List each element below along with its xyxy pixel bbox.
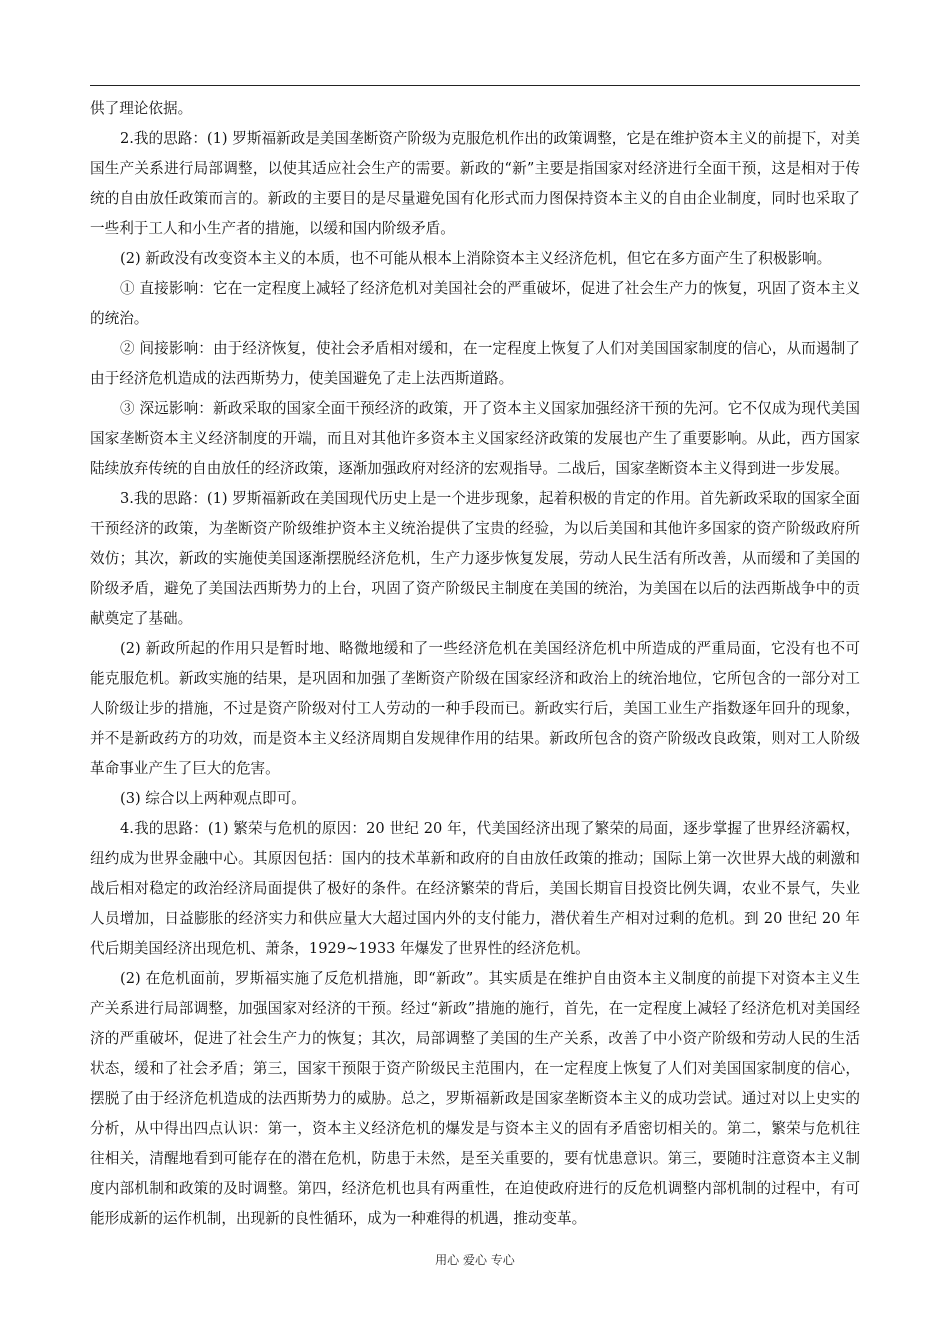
paragraph: (3) 综合以上两种观点即可。 [120, 790, 306, 807]
paragraph: 供了理论依据。 [90, 100, 193, 117]
header-rule [90, 85, 860, 86]
paragraph: (2) 新政没有改变资本主义的本质，也不可能从根本上消除资本主义经济危机，但它在多方面产生了积极影响。 [120, 250, 832, 267]
document-body [90, 94, 860, 1234]
page-footer: 用心 爱心 专心 [435, 1253, 515, 1267]
paragraph: ② 间接影响：由于经济恢复，使社会矛盾相对缓和，在一定程度上恢复了人们对美国国家制度的信心，从而遏制了由于经济危机造成的法西斯势力，使美国避免了走上法西斯道路。 [90, 340, 860, 387]
paragraph: 2.我的思路：(1) 罗斯福新政是美国垄断资产阶级为克服危机作出的政策调整，它是在维护资本主义的前提下，对美国生产关系进行局部调整，以使其适应社会生产的需要。新政的“新”主要是指国家对经济进行全面干预，这是相对于传统的自由放任政策而言的。新政的主要目的是尽量避免国有化形式而力图保持资本主义的自由企业制度，同时也采取了一些利于工人和小生产者的措施，以缓和国内阶级矛盾。 [90, 130, 860, 237]
paragraph: (2) 在危机面前，罗斯福实施了反危机措施，即“新政”。其实质是在维护自由资本主义制度的前提下对资本主义生产关系进行局部调整，加强国家对经济的干预。经过“新政”措施的施行，首先，在一定程度上减轻了经济危机对美国经济的严重破坏，促进了社会生产力的恢复；其次，局部调整了美国的生产关系，改善了中小资产阶级和劳动人民的生活状态，缓和了社会矛盾；第三，国家干预限于资产阶级民主范围内，在一定程度上恢复了人们对美国国家制度的信心，摆脱了由于经济危机造成的法西斯势力的威胁。总之，罗斯福新政是国家垄断资本主义的成功尝试。通过对以上史实的分析，从中得出四点认识：第一，资本主义经济危机的爆发是与资本主义的固有矛盾密切相关的。第二，繁荣与危机往往相关，清醒地看到可能存在的潜在危机，防患于未然，是至关重要的，要有忧患意识。第三，要随时注意资本主义制度内部机制和政策的及时调整。第四，经济危机也具有两重性，在迫使政府进行的反危机调整内部机制的过程中，有可能形成新的运作机制，出现新的良性循环，成为一种难得的机遇，推动变革。 [90, 970, 860, 1227]
paragraph: 4.我的思路：(1) 繁荣与危机的原因：20 世纪 20 年，代美国经济出现了繁荣的局面，逐步掌握了世界经济霸权，纽约成为世界金融中心。其原因包括：国内的技术革新和政府的自由放任政策的推动；国际上第一次世界大战的刺激和战后相对稳定的政治经济局面提供了极好的条件。在经济繁荣的背后，美国长期盲目投资比例失调，农业不景气，失业人员增加，日益膨胀的经济实力和供应量大大超过国内外的支付能力，潜伏着生产相对过剩的危机。到 20 世纪 20 年代后期美国经济出现危机、萧条，1929~1933 年爆发了世界性的经济危机。 [90, 820, 860, 957]
paragraph: (2) 新政所起的作用只是暂时地、略微地缓和了一些经济危机在美国经济危机中所造成的严重局面，它没有也不可能克服危机。新政实施的结果，是巩固和加强了垄断资产阶级在国家经济和政治上的统治地位，它所包含的一部分对工人阶级让步的措施，不过是资产阶级对付工人劳动的一种手段而已。新政实行后，美国工业生产指数逐年回升的现象，并不是新政药方的功效，而是资本主义经济周期自发规律作用的结果。新政所包含的资产阶级改良政策，则对工人阶级革命事业产生了巨大的危害。 [90, 640, 860, 777]
paragraph: ③ 深远影响：新政采取的国家全面干预经济的政策，开了资本主义国家加强经济干预的先河。它不仅成为现代美国国家垄断资本主义经济制度的开端，而且对其他许多资本主义国家经济政策的发展也产生了重要影响。从此，西方国家陆续放弃传统的自由放任的经济政策，逐渐加强政府对经济的宏观指导。二战后，国家垄断资本主义得到进一步发展。 [90, 400, 860, 477]
paragraph: 3.我的思路：(1) 罗斯福新政在美国现代历史上是一个进步现象，起着积极的肯定的作用。首先新政采取的国家全面干预经济的政策，为垄断资产阶级维护资本主义统治提供了宝贵的经验，为以后美国和其他许多国家的资产阶级政府所效仿；其次，新政的实施使美国逐渐摆脱经济危机，生产力逐步恢复发展，劳动人民生活有所改善，从而缓和了美国的阶级矛盾，避免了美国法西斯势力的上台，巩固了资产阶级民主制度在美国的统治，为美国在以后的法西斯战争中的贡献奠定了基础。 [90, 490, 860, 627]
paragraph: ① 直接影响：它在一定程度上减轻了经济危机对美国社会的严重破坏，促进了社会生产力的恢复，巩固了资本主义的统治。 [90, 280, 860, 327]
